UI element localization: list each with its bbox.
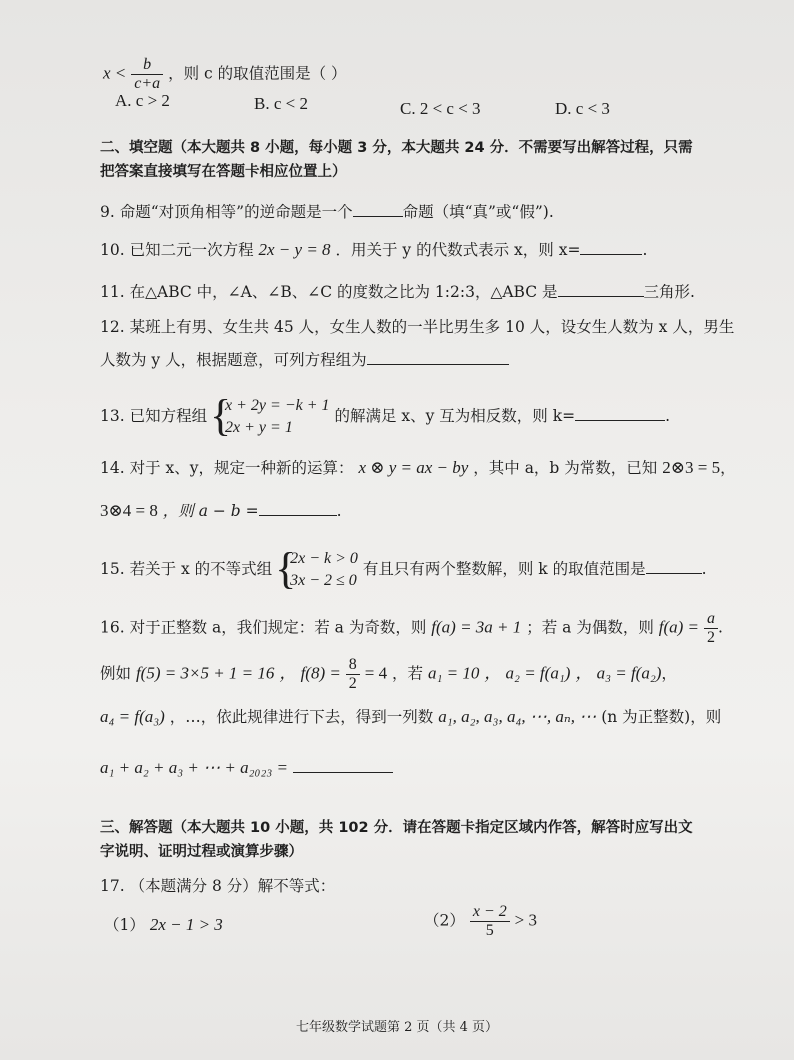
q12-answer-blank[interactable] bbox=[367, 350, 509, 365]
question-14-line2: 3⊗4 = 8 ，则 a − b = . bbox=[100, 501, 342, 520]
question-13: 13. 已知方程组 { x + 2y = −k + 1 2x + y = 1 的解满足 x、y 互为相反数，则 k= . bbox=[100, 391, 671, 440]
q9-answer-blank[interactable] bbox=[353, 202, 403, 217]
q10-answer-blank[interactable] bbox=[580, 240, 642, 255]
q16-fraction-a-over-2: $\frac{a}{2}$ bbox=[704, 610, 718, 647]
q14-answer-blank[interactable] bbox=[259, 501, 337, 516]
section2-title-line2: 把答案直接填写在答题卡相应位置上） bbox=[100, 164, 347, 180]
question-12-line1: 12. 某班上有男、女生共 45 人，女生人数的一半比男生多 10 人，设女生人数为 x 人，男生 bbox=[100, 318, 735, 336]
q16-fraction-8-over-2: $\frac{8}{2}$ bbox=[346, 656, 360, 693]
question-9: 9. 命题“对顶角相等”的逆命题是一个 命题（填“真”或“假”). bbox=[100, 203, 554, 221]
question-14-line1: 14. 对于 x、y，规定一种新的运算： x ⊗ y = ax − by ，其中 a，b 为常数，已知 2⊗3 = 5， bbox=[100, 458, 736, 477]
q8-stem bbox=[103, 56, 347, 93]
question-15: 15. 若关于 x 的不等式组 { 2x − k > 0 3x − 2 ≤ 0 有且只有两个整数解，则 k 的取值范围是 . bbox=[100, 544, 707, 593]
question-17-title: 17. （本题满分 8 分）解不等式： bbox=[100, 877, 336, 895]
section2-title-line1: 二、填空题（本大题共 8 小题，每小题 3 分，本大题共 24 分．不需要写出解答过程，只需 bbox=[100, 140, 693, 156]
q13-answer-blank[interactable] bbox=[575, 406, 665, 421]
page-footer: 七年级数学试题第 2 页（共 4 页） bbox=[295, 1020, 499, 1035]
q17-part2: （2） $\frac{x - 2}{5}$ > 3 bbox=[424, 903, 537, 939]
q11-answer-blank[interactable] bbox=[558, 282, 644, 297]
q17-fraction: $\frac{x - 2}{5}$ bbox=[470, 903, 510, 940]
q10-equation: 2x − y = 8 bbox=[258, 240, 331, 259]
q13-equation-system: { x + 2y = −k + 1 2x + y = 1 bbox=[210, 391, 330, 440]
q8-option-d: D. c < 3 bbox=[555, 99, 610, 118]
question-16-line3: a₄ = f(a₃) ，…，依此规律进行下去，得到一列数 a₁, a₂, a₃, a₄, ⋯, aₙ, ⋯ (n 为正整数)，则 bbox=[100, 707, 722, 726]
question-16-line4: a₁ + a₂ + a₃ + ⋯ + a₂₀₂₃ = bbox=[100, 758, 393, 778]
q8-option-c: C. 2 < c < 3 bbox=[400, 99, 481, 118]
question-16-line1: 16. 对于正整数 a，我们规定：若 a 为奇数，则 f(a) = 3a + 1 ；若 a 为偶数，则 f(a) = $\frac{a}{2}$ . bbox=[100, 610, 723, 646]
q14-operation: x ⊗ y = ax − by bbox=[358, 458, 469, 477]
q16-answer-blank[interactable] bbox=[293, 758, 393, 773]
q8-option-b: B. c < 2 bbox=[254, 94, 308, 113]
q8-option-a: A. c > 2 bbox=[115, 91, 170, 110]
q15-answer-blank[interactable] bbox=[646, 559, 702, 574]
question-10: 10. 已知二元一次方程 2x − y = 8 ．用关于 y 的代数式表示 x，则 x= . bbox=[100, 240, 648, 259]
q8-stem-math: x < bbox=[103, 63, 127, 83]
question-11: 11. 在△ABC 中，∠A、∠B、∠C 的度数之比为 1:2:3，△ABC 是 三角形. bbox=[100, 283, 695, 301]
q15-inequality-system: { 2x − k > 0 3x − 2 ≤ 0 bbox=[275, 544, 358, 593]
question-16-line2: 例如 f(5) = 3×5 + 1 = 16 ， f(8) = $\frac{8}{2}$ = 4 ，若 a₁ = 10 ， a₂ = f(a₁) ， a₃ = f(a₂)， bbox=[100, 656, 677, 692]
q8-stem-tail: ，则 c 的取值范围是（ ） bbox=[168, 64, 347, 83]
section3-title-line2: 字说明、证明过程或演算步骤） bbox=[100, 844, 303, 860]
q8-fraction: $\frac{b}{c+a}$ bbox=[131, 56, 163, 93]
question-12-line2: 人数为 y 人，根据题意，可列方程组为 bbox=[100, 350, 509, 370]
section3-title-line1: 三、解答题（本大题共 10 小题，共 102 分．请在答题卡指定区域内作答，解答时应写出文 bbox=[100, 820, 693, 836]
q17-part1: （1） 2x − 1 > 3 bbox=[104, 915, 223, 934]
